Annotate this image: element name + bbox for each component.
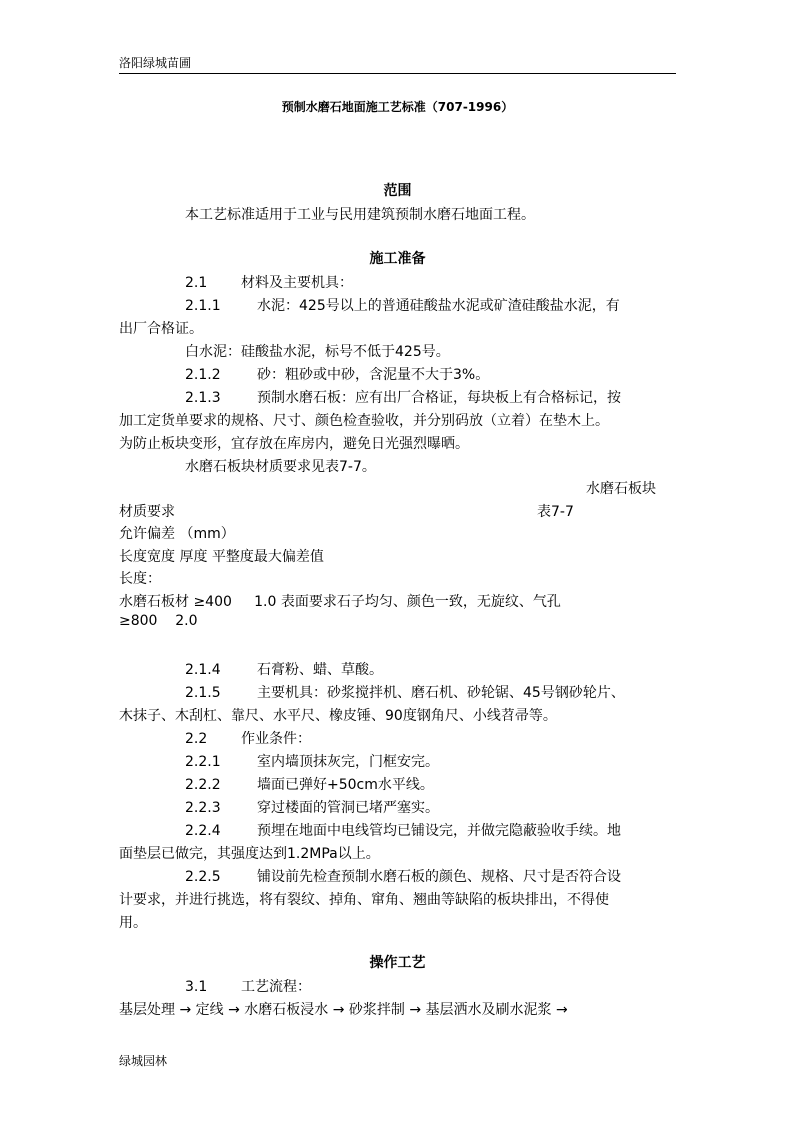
table-row: 允许偏差 （mm） [119,526,235,542]
num-2-2-1: 2.2.1 [185,754,221,770]
table-caption-b-right: 表7-7 [537,504,574,520]
para-2-1-1 [185,295,620,315]
para-2-1-5 [185,682,625,702]
text-2-1-4: 石膏粉、蜡、草酸。 [257,662,383,678]
para-2-1-4 [185,659,383,679]
heading-ops: 操作工艺 [369,955,426,971]
text-2-1-5-b: 木抹子、木刮杠、靠尺、水平尺、橡皮锤、90度钢角尺、小线苕帚等。 [119,708,557,724]
para-2-1-3 [185,387,621,407]
text-2-2-4-b: 面垫层已做完，其强度达到1.2MPa以上。 [119,846,380,862]
text-2-1-1-b: 出厂合格证。 [119,321,203,337]
table-row: 长度： [119,571,161,587]
text-2-2-4-a: 预埋在地面中电线管均已铺设完，并做完隐蔽验收手续。地 [257,823,621,839]
num-2-1-4: 2.1.4 [185,662,221,678]
table-caption-b-left: 材质要求 [119,504,175,520]
para-2-2-2 [185,774,434,794]
text-2-2-2: 墙面已弹好+50cm水平线。 [257,777,434,793]
white-cement-text: 白水泥：硅酸盐水泥，标号不低于425号。 [185,344,450,360]
para-2-2-5 [185,866,621,886]
num-2-2-5: 2.2.5 [185,869,221,885]
num-2-1-5: 2.1.5 [185,685,221,701]
text-2-2-1: 室内墙顶抹灰完，门框安完。 [257,754,439,770]
table-caption-a: 水磨石板块 [586,481,656,497]
text-3-1: 工艺流程： [241,979,311,995]
num-2-2-3: 2.2.3 [185,800,221,816]
scope-text: 本工艺标准适用于工业与民用建筑预制水磨石地面工程。 [185,207,535,223]
document-title: 预制水磨石地面施工艺标准（707-1996） [281,100,514,114]
table-row: ≥800 2.0 [119,613,198,629]
para-2-2-1 [185,751,439,771]
num-2-1-2: 2.1.2 [185,367,221,383]
para-2-2-4 [185,820,621,840]
text-2-2-5-b: 计要求，并进行挑选，将有裂纹、掉角、窜角、翘曲等缺陷的板块排出，不得使 [119,892,609,908]
para-2-2-3 [185,797,439,817]
text-2-2-5-c: 用。 [119,915,147,931]
table-row: 长度宽度 厚度 平整度最大偏差值 [119,549,324,565]
text-2-1: 材料及主要机具： [241,275,353,291]
num-2-1-1: 2.1.1 [185,298,221,314]
header-rule [119,73,676,74]
num-3-1: 3.1 [185,979,208,995]
text-2-1-3-a: 预制水磨石板：应有出厂合格证，每块板上有合格标记，按 [257,390,621,406]
num-2-1: 2.1 [185,275,208,291]
para-3-1 [185,976,311,996]
heading-scope: 范围 [383,183,412,199]
para-2-1-2 [185,364,489,384]
text-2-1-3-c: 为防止板块变形，宜存放在库房内，避免日光强烈曝晒。 [119,436,469,452]
table-row: 水磨石板材 ≥400 1.0 表面要求石子均匀、颜色一致，无旋纹、气孔 [119,594,561,610]
text-2-2-5-a: 铺设前先检查预制水磨石板的颜色、规格、尺寸是否符合设 [257,869,621,885]
num-2-2-4: 2.2.4 [185,823,221,839]
para-2-1 [185,272,353,292]
text-2-1-2: 砂：粗砂或中砂，含泥量不大于3%。 [257,367,490,383]
text-2-2: 作业条件： [241,731,311,747]
heading-prep: 施工准备 [369,251,426,267]
text-2-1-5-a: 主要机具：砂浆搅拌机、磨石机、砂轮锯、45号钢砂轮片、 [257,685,625,701]
num-2-2-2: 2.2.2 [185,777,221,793]
page-header: 洛阳绿城苗圃 [119,56,192,70]
table-reference: 水磨石板块材质要求见表7-7。 [185,459,376,475]
text-2-1-1-a: 水泥：425号以上的普通硅酸盐水泥或矿渣硅酸盐水泥，有 [257,298,620,314]
text-2-1-3-b: 加工定货单要求的规格、尺寸、颜色检查验收，并分别码放（立着）在垫木上。 [119,413,609,429]
page-footer: 绿城园林 [119,1054,168,1068]
num-2-1-3: 2.1.3 [185,390,221,406]
text-2-2-3: 穿过楼面的管洞已堵严塞实。 [257,800,439,816]
para-2-2 [185,728,311,748]
num-2-2: 2.2 [185,731,208,747]
process-flow: 基层处理 → 定线 → 水磨石板浸水 → 砂浆拌制 → 基层洒水及刷水泥浆 → [119,1002,568,1018]
